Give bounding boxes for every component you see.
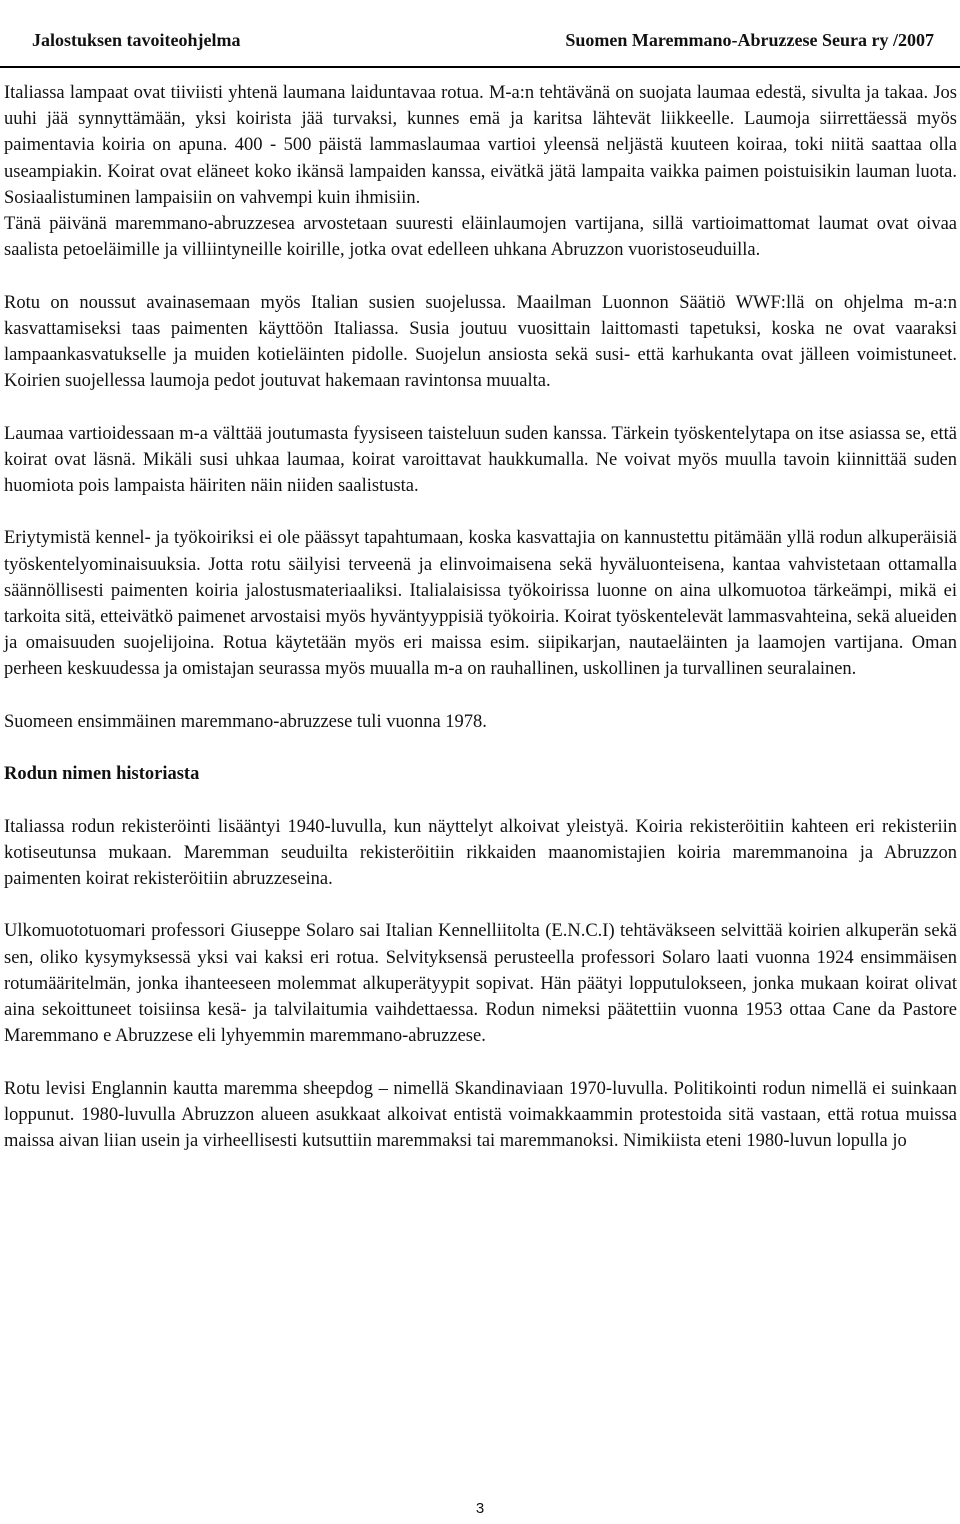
paragraph-solaro: Ulkomuototuomari professori Giuseppe Solaro sai Italian Kennelliitolta (E.N.C.I) tehtäväkseen selvittää koirien alkuperän sekä sen, oliko kysymyksessä yksi vai kaksi eri rotua. Selvityksensä perusteella professori Solaro laati vuonna 1924 ensimmäisen rotumääritelmän, jonka ihanteeseen molemmat alkuperätyypit sopivat. Hän päätyi lopputulokseen, jonka mukaan koirat olivat aina sekoittuneet toisiinsa kesä- ja talvilaitumia vaihdettaessa. Rodun nimeksi päätettiin vuonna 1953 ottaa Cane da Pastore Maremmano e Abruzzese eli lyhyemmin maremmano-abruzzese.	[4, 921, 957, 1047]
page-header	[32, 30, 934, 56]
paragraph-finland-arrival: Suomeen ensimmäinen maremmano-abruzzese tuli vuonna 1978.	[4, 711, 487, 732]
page-number: 3	[475, 1500, 485, 1517]
organization-name: Suomen Maremmano-Abruzzese Seura ry /2007	[565, 30, 934, 50]
paragraph-registration: Italiassa rodun rekisteröinti lisääntyi 1940-luvulla, kun näyttelyt alkoivat yleistyä. Koiria rekisteröitiin kahteen eri rekisteriin kotiseutunsa mukaan. Maremman seuduilta rekisteröitiin rikkaiden maanomistajien koiria maremmanoina ja Abruzzon paimenten koirat rekisteröitiin abruzzeseina.	[4, 816, 957, 889]
paragraph-working-traits: Eriytymistä kennel- ja työkoiriksi ei ole päässyt tapahtumaan, koska kasvattajia on kannustettu pitämään yllä rodun alkuperäisiä työskentelyominaisuuksia. Jotta rotu säilyisi terveenä ja elinvoimaisena sekä hyväluonteisena, kantaa vahvistetaan ottamalla säännöllisesti paimenten koiria jalostusmateriaaliksi. Italialaisissa työkoirissa luonne on aina ulkomuotoa tärkeämpi, mikä ei tarkoita sitä, etteivätkö paimenet arvostaisi myös hyväntyyppisiä työkoiria. Koirat työskentelevät lammasvahteina, sekä alueiden ja omaisuuden suojelijoina. Rotua käytetään myös eri maissa esim. siipikarjan, nautaeläinten ja laamojen vartijana. Oman perheen keskuudessa ja omistajan seurassa myös muualla m-a on rauhallinen, uskollinen ja turvallinen seuralainen.	[4, 528, 957, 680]
paragraph-wolf-protection: Rotu on noussut avainasemaan myös Italian susien suojelussa. Maailman Luonnon Säätiö WWF:llä on ohjelma m-a:n kasvattamiseksi taas paimenten käyttöön Italiassa. Susia joutuu vuosittain laittomasti tapetuksi, koska ne ovat vaaraksi lampaankasvatukselle ja muiden kotieläinten pidolle. Suojelun ansiosta sekä susi- että karhukanta ovat jälleen voimistuneet. Koirien suojellessa laumoja pedot joutuvat hakemaan ravintonsa muualta.	[4, 292, 957, 392]
paragraph-guarding-method: Laumaa vartioidessaan m-a välttää joutumasta fyysiseen taisteluun suden kanssa. Tärkein työskentelytapa on itse asiassa se, että koirat ovat läsnä. Mikäli susi uhkaa laumaa, koirat varoittavat haukkumalla. Ne voivat myös muulla tavoin kiinnittää suden huomiota pois lampaista häiriten näin niiden saalistusta.	[4, 423, 957, 497]
section-heading-name-history: Rodun nimen historiasta	[4, 764, 200, 785]
document-title: Jalostuksen tavoiteohjelma	[32, 30, 241, 50]
paragraph-sheep-guarding: Italiassa lampaat ovat tiiviisti yhtenä laumana laiduntavaa rotua. M-a:n tehtävänä on suojata laumaa edestä, sivulta ja takaa. Jos uuhi jää synnyttämään, yksi koirista jää turvaksi, kunnes emä ja karitsa lähtevät liikkeelle. Laumoja siirrettäessä myös paimentavia koiria on apuna. 400 - 500 päistä lammaslaumaa vartioi yleensä neljästä kuuteen koiraa, toki niitä saattaa olla useampiakin. Koirat ovat eläneet koko ikänsä lampaiden kanssa, eivätkä jätä lampaita vaikka paimen poistuisikin lauman luota. Sosiaalistuminen lampaisiin on vahvempi kuin ihmisiin.	[4, 83, 957, 208]
document-body	[4, 80, 957, 1154]
header-divider	[0, 66, 960, 68]
paragraph-name-dispute: Rotu levisi Englannin kautta maremma sheepdog – nimellä Skandinaviaan 1970-luvulla. Politikointi rodun nimellä ei suinkaan loppunut. 1980-luvulla Abruzzon alueen asukkaat alkoivat entistä voimakkaammin protestoida sitä vastaan, että rotua muissa maissa aivan liian usein ja virheellisesti kutsuttiin maremmaksi tai maremmanoksi. Nimikiista eteni 1980-luvun lopulla jo	[4, 1078, 957, 1151]
paragraph-guardian-value: Tänä päivänä maremmano-abruzzesea arvostetaan suuresti eläinlaumojen vartijana, sillä vartioimattomat laumat ovat oivaa saalista petoeläimille ja villiintyneille koirille, jotka ovat edelleen uhkana Abruzzon vuoristoseuduilla.	[4, 214, 957, 261]
